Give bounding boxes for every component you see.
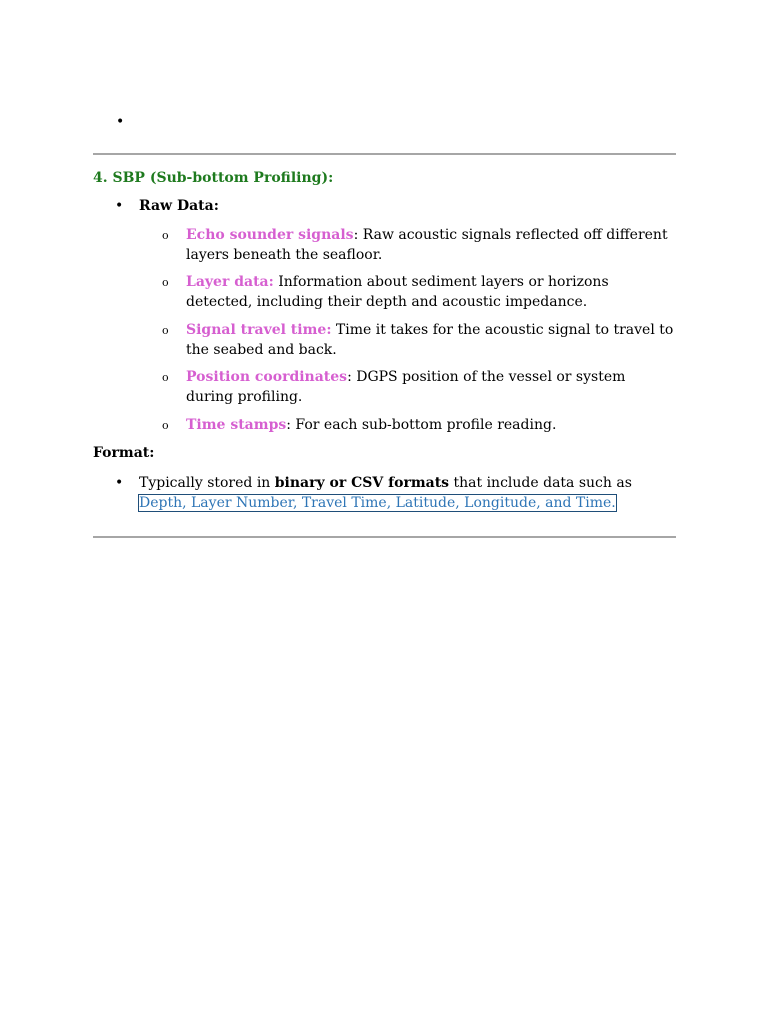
- term-description: : For each sub-bottom profile reading.: [286, 417, 557, 433]
- horizontal-rule-top: [93, 153, 676, 155]
- bullet-dot: •: [115, 475, 124, 491]
- horizontal-rule-bottom: [93, 536, 676, 538]
- empty-bullet: •: [116, 114, 125, 130]
- bullet-dot: •: [115, 198, 124, 214]
- circle-bullet: o: [162, 276, 169, 289]
- term-description: : Raw acoustic signals reflected off different layers beneath the seafloor.: [186, 227, 668, 263]
- term-description: Information about sediment layers or horizons detected, including their depth and acoustic impedance.: [186, 274, 609, 310]
- circle-bullet: o: [162, 229, 169, 242]
- term-description: Time it takes for the acoustic signal to travel to the seabed and back.: [186, 322, 674, 358]
- circle-bullet: o: [162, 324, 169, 337]
- list-item-content: [186, 416, 676, 436]
- circle-bullet: o: [162, 371, 169, 384]
- term-label: Time stamps: [186, 417, 287, 433]
- list-item-content: [186, 368, 676, 407]
- term-label: Layer data:: [186, 274, 274, 290]
- format-description: [139, 474, 676, 513]
- term-label: Signal travel time:: [186, 322, 332, 338]
- circle-bullet: o: [162, 419, 169, 432]
- term-description: : DGPS position of the vessel or system during profiling.: [186, 369, 626, 405]
- format-label: Format:: [93, 445, 155, 461]
- list-item-content: [186, 321, 676, 360]
- format-bold: binary or CSV formats: [274, 475, 450, 491]
- format-middle: that include data such as: [449, 475, 632, 491]
- term-label: Position coordinates: [186, 369, 348, 385]
- section-heading: 4. SBP (Sub-bottom Profiling):: [93, 170, 334, 186]
- term-label: Echo sounder signals: [186, 227, 354, 243]
- raw-data-label: Raw Data:: [139, 198, 219, 214]
- list-item-content: [186, 226, 676, 265]
- format-prefix: Typically stored in: [139, 475, 275, 491]
- data-fields-link[interactable]: Depth, Layer Number, Travel Time, Latitude, Longitude, and Time.: [139, 494, 616, 511]
- list-item-content: [186, 273, 676, 312]
